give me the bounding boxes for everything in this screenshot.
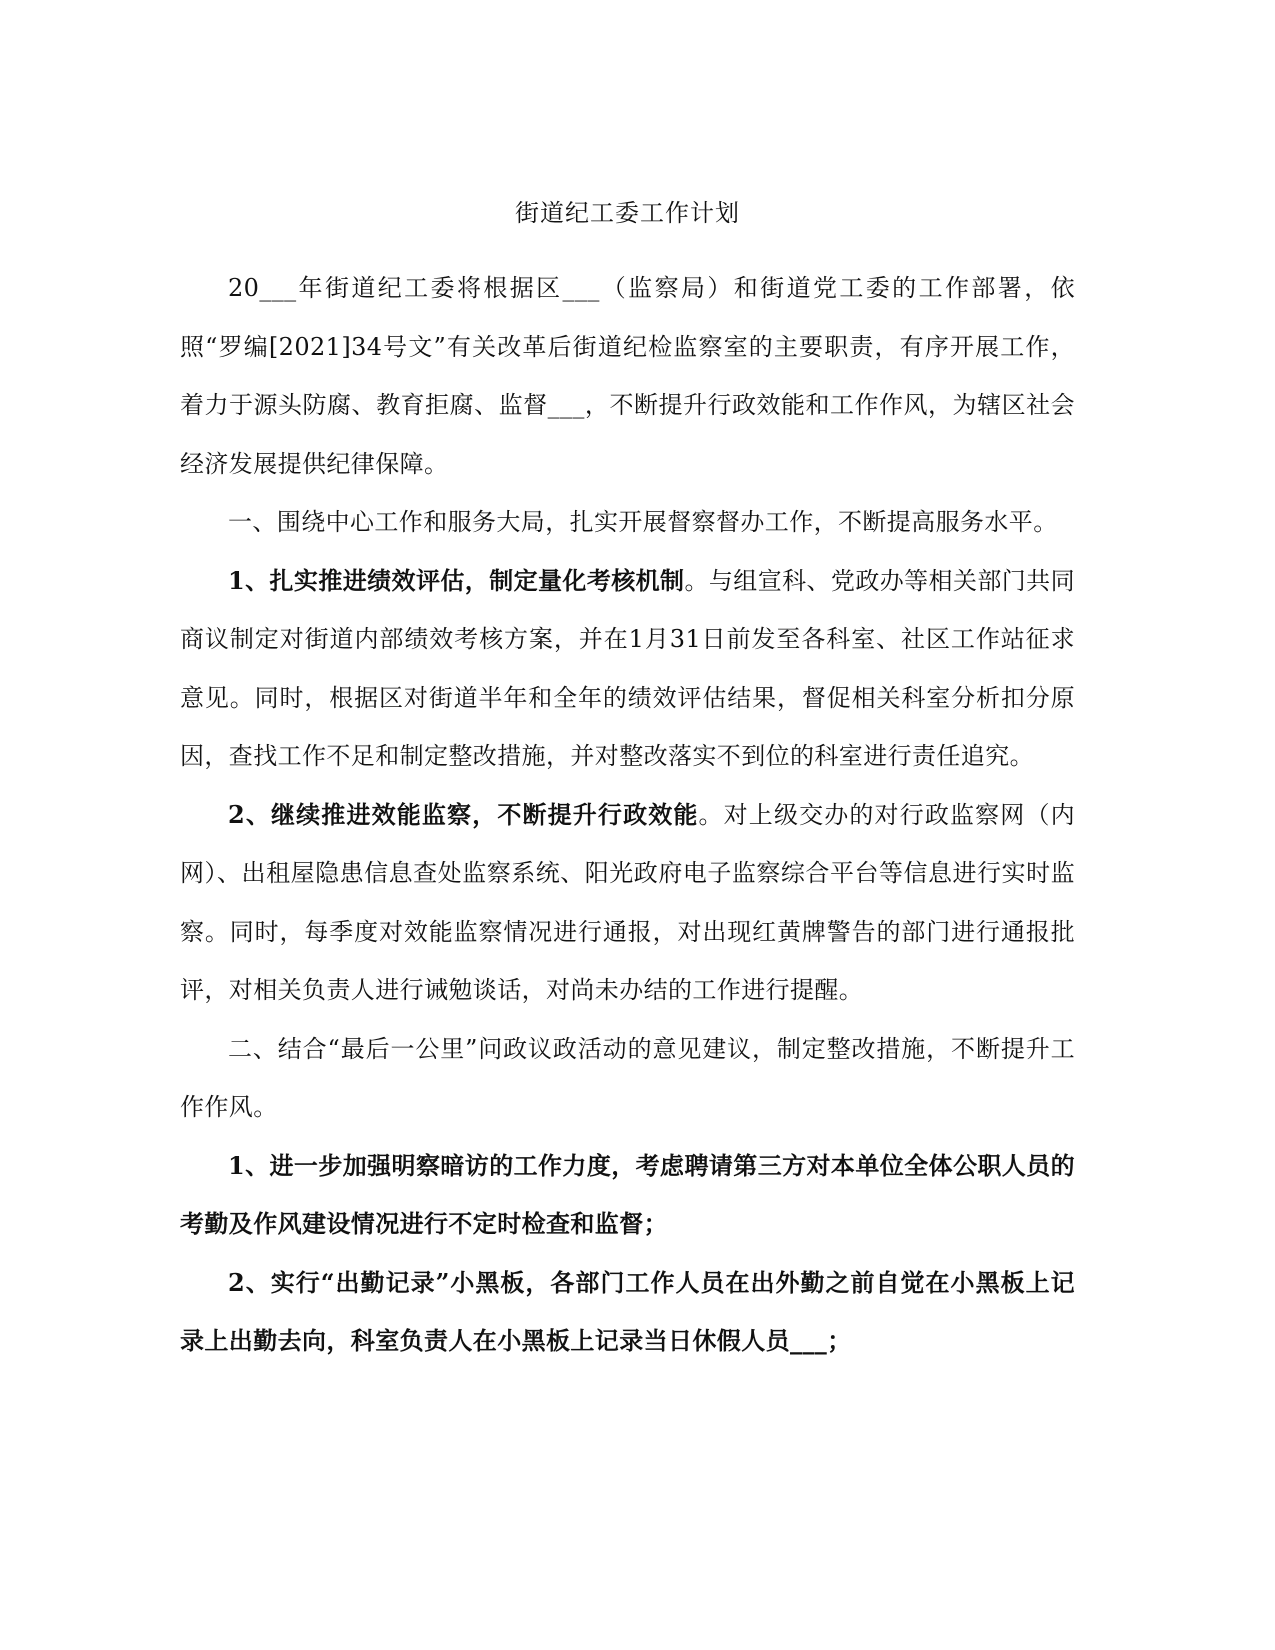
paragraph-lead: 2、继续推进效能监察，不断提升行政效能 [228, 799, 699, 829]
paragraph-item-1-2 [180, 786, 1075, 1020]
paragraph-item-2-2 [180, 1254, 1075, 1371]
document-title: 街道纪工委工作计划 [515, 199, 740, 227]
paragraph-item-1-1 [180, 552, 1075, 786]
paragraph-text: 。对上级交办的对行政监察网（内网）、出租屋隐患信息查处监察系统、阳光政府电子监察综合平台等信息进行实时监察。同时，每季度对效能监察情况进行通报，对出现红黄牌警告的部门进行通报批评，对相关负责人进行诫勉谈话，对尚未办结的工作进行提醒。 [180, 800, 1075, 1004]
paragraph-text: 一、围绕中心工作和服务大局，扎实开展督察督办工作，不断提高服务水平。 [228, 508, 1058, 536]
document-page [180, 195, 1075, 1371]
paragraph-intro [180, 259, 1075, 493]
section-heading-1 [180, 493, 1075, 552]
section-heading-2 [180, 1020, 1075, 1137]
paragraph-item-2-1 [180, 1137, 1075, 1254]
paragraph-text: 20___年街道纪工委将根据区___（监察局）和街道党工委的工作部署，依照“罗编[2021]34号文”有关改革后街道纪检监察室的主要职责，有序开展工作，着力于源头防腐、教育拒腐、监督___，不断提升行政效能和工作作风，为辖区社会经济发展提供纪律保障。 [180, 274, 1075, 478]
paragraph-lead: 1、扎实推进绩效评估，制定量化考核机制 [228, 565, 685, 595]
paragraph-lead: 1、进一步加强明察暗访的工作力度，考虑聘请第三方对本单位全体公职人员的考勤及作风建设情况进行不定时检查和监督； [180, 1150, 1075, 1238]
paragraph-lead: 2、实行“出勤记录”小黑板，各部门工作人员在出外勤之前自觉在小黑板上记录上出勤去向，科室负责人在小黑板上记录当日休假人员___； [180, 1267, 1075, 1355]
paragraph-text: 二、结合“最后一公里”问政议政活动的意见建议，制定整改措施，不断提升工作作风。 [180, 1034, 1075, 1121]
paragraph-text: 。与组宣科、党政办等相关部门共同商议制定对街道内部绩效考核方案，并在1月31日前发至各科室、社区工作站征求意见。同时，根据区对街道半年和全年的绩效评估结果，督促相关科室分析扣分原因，查找工作不足和制定整改措施，并对整改落实不到位的科室进行责任追究。 [180, 566, 1075, 770]
